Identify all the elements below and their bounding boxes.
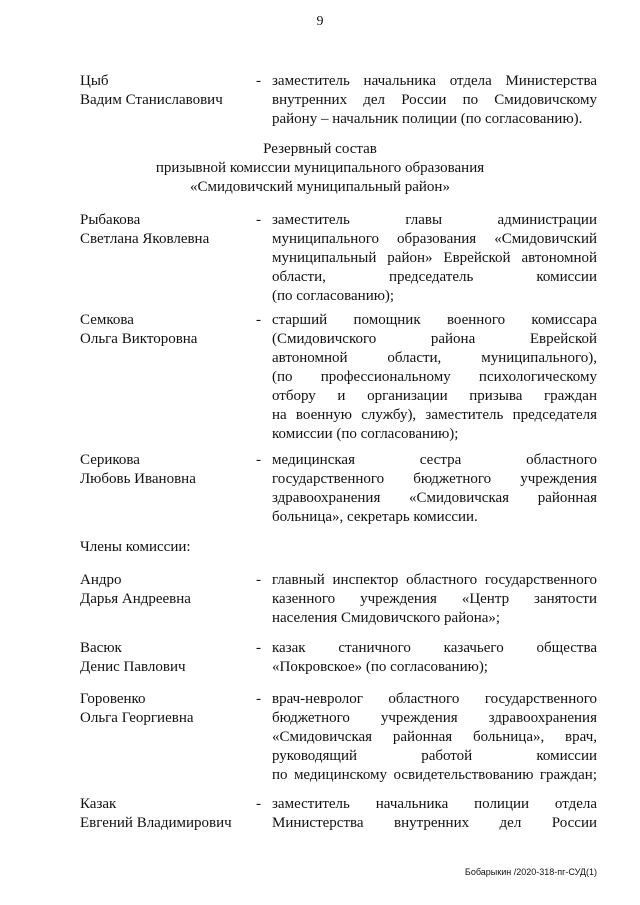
dash-separator: - (256, 73, 261, 89)
heading-line: призывной комиссии муниципального образования (155, 160, 485, 176)
person-name: Васюк Денис Павлович (80, 640, 186, 675)
role-line: автономной области, муниципального), (272, 350, 597, 366)
dash-separator: - (256, 312, 261, 328)
role-line: больница», секретарь комиссии. (272, 509, 478, 525)
person-name: Серикова Любовь Ивановна (80, 452, 196, 487)
heading-line: «Смидовичский муниципальный район» (190, 179, 450, 195)
role-line: отбору и организации призыва граждан (272, 388, 597, 404)
dash-separator: - (256, 796, 261, 812)
person-name: Семкова Ольга Викторовна (80, 312, 198, 347)
role-line: «Покровское» (по согласованию); (272, 659, 488, 675)
role-line: комиссии (по согласованию); (272, 426, 459, 442)
role-line: (по профессиональному психологическому (272, 369, 597, 385)
role-line: району – начальник полиции (по согласованию). (272, 111, 583, 127)
document-footer: Бобарыкин /2020-318-пг-СУД(1) (464, 867, 597, 877)
page-number: 9 (316, 14, 324, 29)
person-role (272, 211, 597, 306)
person-name: Горовенко Ольга Георгиевна (80, 691, 194, 726)
person-role (272, 639, 597, 677)
heading-line: Резервный состав (263, 141, 377, 157)
person-name: Казак Евгений Владимирович (80, 796, 232, 831)
person-role (272, 311, 597, 444)
dash-separator: - (256, 212, 261, 228)
person-role (272, 72, 597, 129)
members-title: Члены комиссии: (80, 539, 191, 555)
role-line: здравоохранения «Смидовичская районная (272, 490, 597, 506)
role-line: руководящий работой комиссии (272, 748, 597, 764)
person-name: Рыбакова Светлана Яковлевна (80, 212, 210, 247)
person-name: Андро Дарья Андреевна (80, 572, 191, 607)
role-line: заместитель главы администрации (272, 212, 597, 228)
role-line: по медицинскому освидетельствованию граждан; (272, 767, 597, 783)
person-role (272, 795, 597, 833)
role-line: «Смидовичская районная больница», врач, (272, 729, 597, 745)
role-line: Министерства внутренних дел России (272, 815, 597, 831)
role-line: (по согласованию); (272, 288, 395, 304)
role-line: старший помощник военного комиссара (272, 312, 597, 328)
role-line: казенного учреждения «Центр занятости (272, 591, 597, 607)
dash-separator: - (256, 691, 261, 707)
role-line: главный инспектор областного государственного (272, 572, 597, 588)
role-line: области, председатель комиссии (272, 269, 597, 285)
dash-separator: - (256, 572, 261, 588)
role-line: на военную службу), заместитель председателя (272, 407, 597, 423)
role-line: населения Смидовичского района»; (272, 610, 501, 626)
role-line: муниципального образования «Смидовичский (272, 231, 597, 247)
person-name: Цыб Вадим Станиславович (80, 73, 223, 108)
person-role (272, 571, 597, 628)
role-line: казак станичного казачьего общества (272, 640, 597, 656)
person-role (272, 690, 597, 785)
reserve-heading (0, 140, 640, 197)
dash-separator: - (256, 452, 261, 468)
role-line: заместитель начальника полиции отдела (272, 796, 597, 812)
role-line: внутренних дел России по Смидовичскому (272, 92, 597, 108)
person-role (272, 451, 597, 527)
role-line: государственного бюджетного учреждения (272, 471, 597, 487)
role-line: бюджетного учреждения здравоохранения (272, 710, 597, 726)
role-line: врач-невролог областного государственного (272, 691, 597, 707)
role-line: (Смидовичского района Еврейской (272, 331, 597, 347)
role-line: муниципальный район» Еврейской автономной (272, 250, 597, 266)
role-line: заместитель начальника отдела Министерства (272, 73, 597, 89)
dash-separator: - (256, 640, 261, 656)
role-line: медицинская сестра областного (272, 452, 597, 468)
